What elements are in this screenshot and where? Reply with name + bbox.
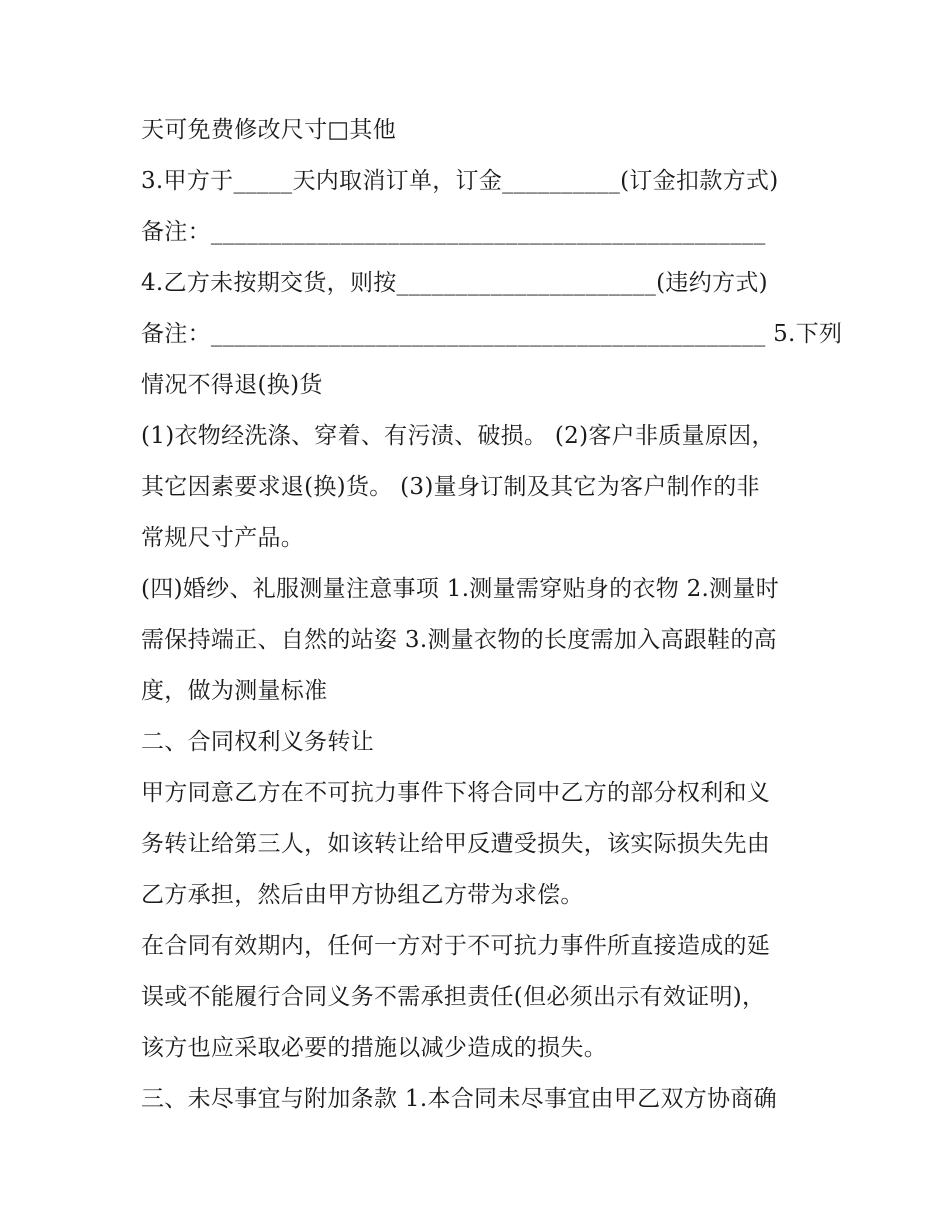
text-line-17: 在合同有效期内，任何一方对于不可抗力事件所直接造成的延 xyxy=(141,933,771,959)
text-line-19: 该方也应采取必要的措施以减少造成的损失。 xyxy=(141,1035,607,1061)
text-line-18: 误或不能履行合同义务不需承担责任(但必须出示有效证明)， xyxy=(141,984,766,1010)
text-line-4: 4.乙方未按期交货，则按______________________(违约方式) xyxy=(141,270,768,296)
text-line-7: (1)衣物经洗涤、穿着、有污渍、破损。 (2)客户非质量原因， xyxy=(141,423,775,449)
text-line-14: 甲方同意乙方在不可抗力事件下将合同中乙方的部分权利和义 xyxy=(141,780,771,806)
text-line-3: 备注：_______________________________________________ xyxy=(141,219,766,245)
document-body xyxy=(141,105,843,1125)
text-line-8: 其它因素要求退(换)货。 (3)量身订制及其它为客户制作的非 xyxy=(141,474,760,500)
text-line-10: (四)婚纱、礼服测量注意事项 1.测量需穿贴身的衣物 2.测量时 xyxy=(141,576,780,602)
text-line-15: 务转让给第三人，如该转让给甲反遭受损失，该实际损失先由 xyxy=(141,831,771,857)
text-line-11: 需保持端正、自然的站姿 3.测量衣物的长度需加入高跟鞋的高 xyxy=(141,627,777,653)
section-heading-3: 三、未尽事宜与附加条款 1.本合同未尽事宜由甲乙双方协商确 xyxy=(141,1086,777,1112)
text-line-2: 3.甲方于_____天内取消订单，订金__________(订金扣款方式) xyxy=(141,168,779,194)
text-line-12: 度，做为测量标准 xyxy=(141,678,328,704)
text-line-9: 常规尺寸产品。 xyxy=(141,525,305,551)
text-line-5: 备注：_______________________________________________ 5.下列 xyxy=(141,321,843,347)
text-line-16: 乙方承担，然后由甲方协组乙方带为求偿。 xyxy=(141,882,584,908)
text-line-1: 天可免费修改尺寸□其他 xyxy=(141,117,397,143)
section-heading-2: 二、合同权利义务转让 xyxy=(141,729,374,755)
text-line-6: 情况不得退(换)货 xyxy=(141,372,323,398)
